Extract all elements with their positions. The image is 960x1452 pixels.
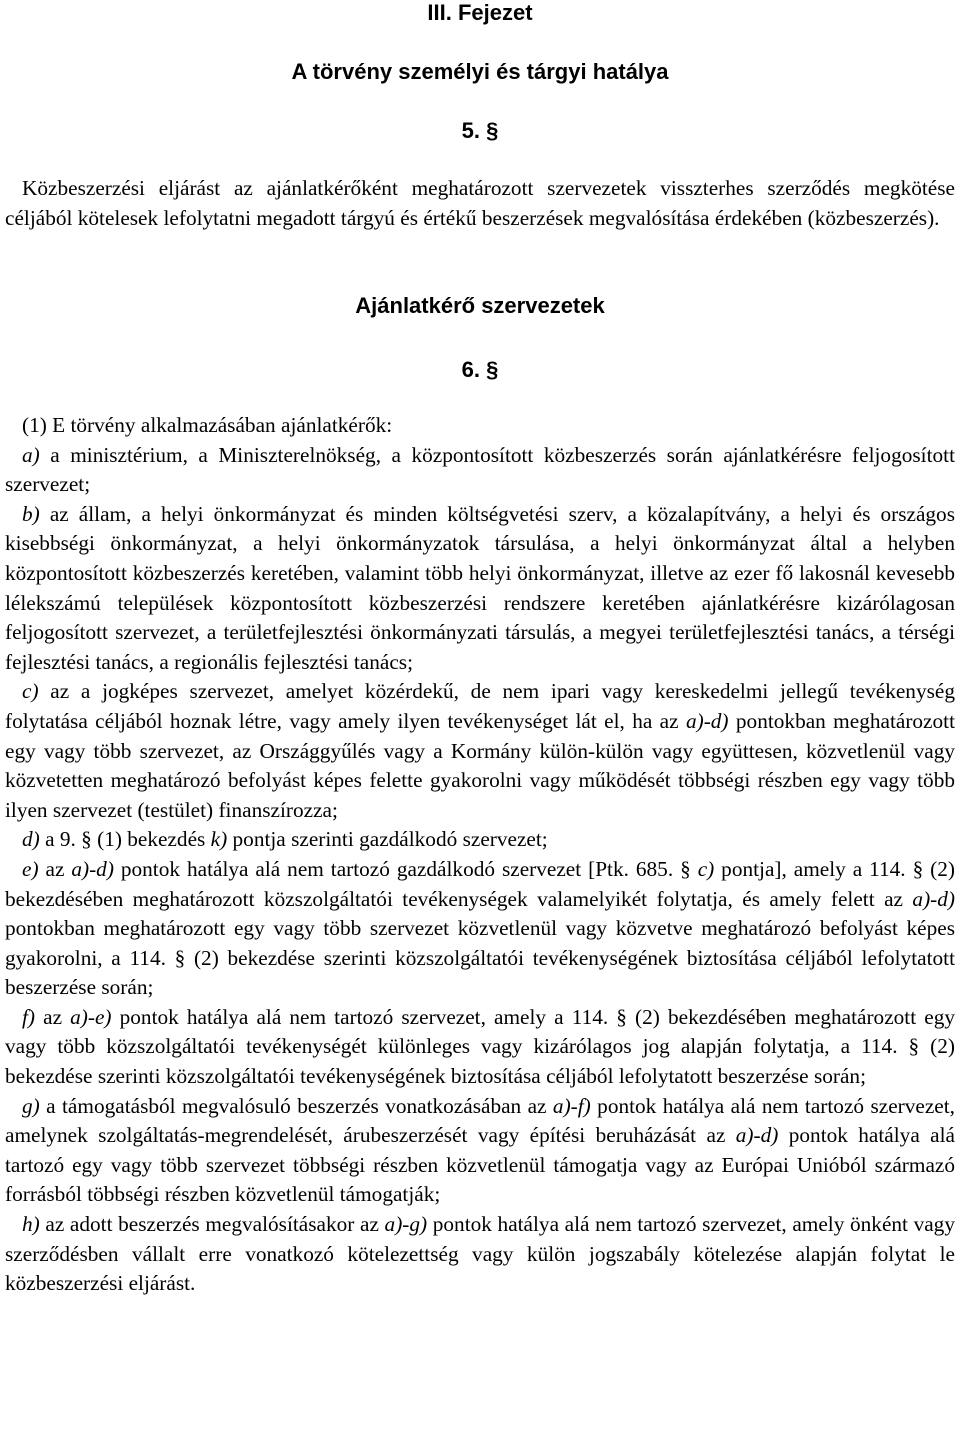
item-letter: d) <box>22 827 40 852</box>
section-5-text <box>5 174 955 233</box>
item-text: a minisztérium, a Miniszterelnökség, a központosított közbeszerzés során ajánlatkérésre feljogosított szervezet; <box>5 442 955 497</box>
chapter-title: A törvény személyi és tárgyi hatálya <box>291 59 669 84</box>
item-ref: k) <box>210 827 228 852</box>
item-text: pontok hatálya alá nem tartozó szervezet, amely a 114. § (2) bekezdésében meghatározott egy vagy több közszolgáltatói tevékenységét különleges vagy kizárólagos jog alapján folytatja, a 114. § (2) bekezdése szerinti közszolgáltatói tevékenységének biztosítása céljából lefolytatott beszerzése során; <box>5 1004 955 1089</box>
list-item-b <box>5 500 955 678</box>
list-item-f <box>5 1003 955 1092</box>
item-text: pontok hatálya alá tartozó egy vagy több szervezet többségi részben közvetlenül támogatja vagy az Európai Unióból származó forrásból többségi részben közvetlenül támogatják; <box>5 1123 955 1207</box>
item-text: pontok hatálya alá nem tartozó gazdálkodó szervezet [Ptk. 685. § <box>113 856 698 881</box>
section-6-intro: (1) E törvény alkalmazásában ajánlatkérők: <box>22 413 393 437</box>
item-text: az <box>38 856 72 881</box>
item-ref: a)-d) <box>735 1123 779 1148</box>
item-letter: b) <box>22 501 40 526</box>
item-letter: e) <box>22 856 39 881</box>
item-text: pontokban meghatározott egy vagy több szervezet, az Országgyűlés vagy a Kormány külön-külön vagy együttesen, közvetlenül vagy közvetetten meghatározó befolyást képes felette gyakorolni vagy működését többségi részben egy vagy több ilyen szervezet (testület) finanszírozza; <box>5 708 955 822</box>
list-item-h <box>5 1210 955 1299</box>
item-text: pontok hatálya alá nem tartozó szervezet, amelynek szolgáltatás-megrendelését, árubeszerzését vagy építési beruházását az <box>5 1093 955 1148</box>
item-letter: c) <box>22 679 39 704</box>
item-letter: f) <box>22 1004 36 1029</box>
item-ref: a)-d) <box>685 708 729 733</box>
section-5-number: 5. § <box>461 118 499 143</box>
item-text: pontokban meghatározott egy vagy több szervezet közvetlenül vagy közvetve meghatározó befolyást képes gyakorolni, a 114. § (2) bekezdése szerinti közszolgáltatói tevékenységének biztosítása céljából lefolytatott beszerzése során; <box>5 916 955 1000</box>
section-5-paragraph: Közbeszerzési eljárást az ajánlatkérőként meghatározott szervezetek visszterhes szerződés megkötése céljából kötelesek lefolytatni megadott tárgyú és értékű beszerzések megvalósítása érdekében (közbeszerzés). <box>5 176 955 230</box>
item-ref: a)-e) <box>70 1004 112 1029</box>
item-text: a támogatásból megvalósuló beszerzés vonatkozásában az <box>39 1093 553 1118</box>
subheading-ajanlatkero: Ajánlatkérő szervezetek <box>355 293 605 318</box>
item-letter: g) <box>22 1093 40 1118</box>
chapter-heading: III. Fejezet <box>427 0 533 25</box>
item-letter: h) <box>22 1212 40 1237</box>
section-6-number: 6. § <box>461 357 499 382</box>
item-text: a 9. § (1) bekezdés <box>39 827 211 852</box>
item-text: pontok hatálya alá nem tartozó szervezet, amely önként vagy szerződésben vállalt erre vonatkozó kötelezettség vagy külön jogszabály kötelezése alapján folytat le közbeszerzési eljárást. <box>5 1212 955 1296</box>
item-ref: a)-g) <box>384 1212 428 1237</box>
item-text: az a jogképes szervezet, amelyet közérdekű, de nem ipari vagy kereskedelmi jellegű tevékenység folytatása céljából hoznak létre, vagy amely ilyen tevékenységet lát el, ha az <box>5 679 955 733</box>
item-text: pontja], amely a 114. § (2) bekezdésében meghatározott közszolgáltatói tevékenységek valamelyikét folytatja, és amely felett az <box>5 856 955 911</box>
item-text: pontja szerinti gazdálkodó szervezet; <box>227 827 548 852</box>
list-item-d <box>5 825 955 855</box>
list-item-a <box>5 441 955 500</box>
item-text: az <box>35 1004 71 1029</box>
section-6-body <box>5 411 955 1299</box>
list-item-g <box>5 1092 955 1210</box>
item-text: az állam, a helyi önkormányzat és minden költségvetési szerv, a közalapítvány, a helyi és országos kisebbségi önkormányzat, a helyi önkormányzatok társulása, a helyi önkormányzat által a helyben központosított közbeszerzés keretében, valamint több helyi önkormányzat, illetve az ezer fő lakosnál kevesebb lélekszámú települések központosított közbeszerzési rendszere keretében ajánlatkérésre kizárólagosan feljogosított szervezet, a területfejlesztési önkormányzati társulás, a megyei területfejlesztési tanács, a térségi fejlesztési tanács, a regionális fejlesztési tanács; <box>5 501 955 674</box>
item-ref: c) <box>697 856 715 881</box>
list-item-e <box>5 855 955 1003</box>
list-item-c <box>5 677 955 825</box>
item-text: az adott beszerzés megvalósításakor az <box>39 1212 385 1237</box>
item-ref: a)-d) <box>912 886 955 911</box>
item-letter: a) <box>22 442 40 467</box>
item-ref: a)-f) <box>552 1093 591 1118</box>
item-ref: a)-d) <box>71 856 114 881</box>
